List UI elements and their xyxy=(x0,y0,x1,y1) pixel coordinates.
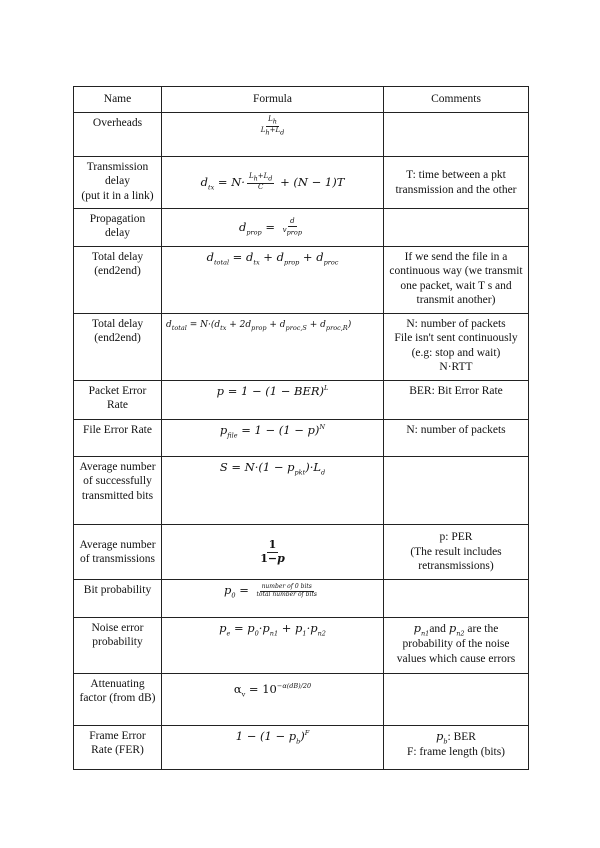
total-delay-nrtt-formula: $d_{total} = N\cdot(d_{tx} + 2d_{prop} + d_{proc,S} + d_{proc,R})$ xyxy=(166,320,352,332)
formula-cell xyxy=(162,209,384,247)
transmission-delay-formula: $d_{tx} = N\cdot$ $\frac{L_h+L_d}{C}$ + (N − 1)T xyxy=(200,172,345,191)
noise-error-formula: $p_e = p_0\cdot p_{n1} + p_1\cdot p_{n2}$ xyxy=(219,621,326,638)
comments-cell: $p_b$: BER F: frame length (bits) xyxy=(384,726,529,770)
comments-cell: T: time between a pkt transmission and the other xyxy=(384,157,529,209)
fer-file-formula: $p_{file} = 1 - (1 - p)^N$ xyxy=(219,423,326,440)
row-name: Packet Error Rate xyxy=(74,381,162,420)
formula-cell xyxy=(162,618,384,674)
row-name: Average number of successfully transmitted bits xyxy=(74,457,162,525)
attenuating-factor-formula: $\alpha_v = 10^{-\alpha(dB)/20}$ xyxy=(233,682,312,699)
row-name: Average number of transmissions xyxy=(74,525,162,580)
row-name: Total delay (end2end) xyxy=(74,247,162,314)
bit-prob-denominator: total number of bits xyxy=(256,590,317,598)
comments-cell xyxy=(384,457,529,525)
formula-cell xyxy=(162,726,384,770)
formula-cell xyxy=(162,580,384,618)
table-row-noise-error-probability xyxy=(74,618,529,674)
comments-cell: BER: Bit Error Rate xyxy=(384,381,529,420)
table-row-overheads xyxy=(74,113,529,157)
row-name: Attenuating factor (from dB) xyxy=(74,674,162,726)
comments-cell xyxy=(384,674,529,726)
row-name: Noise error probability xyxy=(74,618,162,674)
propagation-delay-formula: $d_{prop}$ = $\frac{d}{v_{prop}}$ xyxy=(239,217,302,237)
table-row-bit-probability xyxy=(74,580,529,618)
total-delay-formula: $d_{total} = d_{tx} + d_{prop} + d_{proc}$ xyxy=(206,250,339,267)
row-name: Frame Error Rate (FER) xyxy=(74,726,162,770)
formula-cell xyxy=(162,247,384,314)
overheads-formula: $\frac{L_h}{L_h+L_d}$ xyxy=(260,115,285,136)
formula-cell xyxy=(162,157,384,209)
header-name: Name xyxy=(74,87,162,113)
formula-cell xyxy=(162,420,384,457)
row-name: Overheads xyxy=(74,113,162,157)
table-row-avg-transmissions xyxy=(74,525,529,580)
table-row-packet-error-rate xyxy=(74,381,529,420)
table-row-transmission-delay xyxy=(74,157,529,209)
formula-cell xyxy=(162,525,384,580)
table-row-frame-error-rate xyxy=(74,726,529,770)
comments-cell: N: number of packets xyxy=(384,420,529,457)
avg-transmissions-formula: $\frac{1}{1-p}$ xyxy=(260,538,285,565)
table-row-total-delay-stop-wait xyxy=(74,314,529,381)
comments-cell: N: number of packets File isn't sent continuously (e.g: stop and wait) N·RTT xyxy=(384,314,529,381)
formula-cell xyxy=(162,113,384,157)
comments-cell xyxy=(384,113,529,157)
row-name: Transmission delay (put it in a link) xyxy=(74,157,162,209)
comments-cell: If we send the file in a continuous way (we transmit one packet, wait T s and transmit another) xyxy=(384,247,529,314)
header-row xyxy=(74,87,529,113)
comments-cell: p: PER (The result includes retransmissions) xyxy=(384,525,529,580)
row-name: File Error Rate xyxy=(74,420,162,457)
table-row-file-error-rate xyxy=(74,420,529,457)
row-name: Propagation delay xyxy=(74,209,162,247)
per-formula: p = 1 − (1 − BER)$^L$ xyxy=(216,384,329,398)
table-row-propagation-delay xyxy=(74,209,529,247)
comments-cell xyxy=(384,209,529,247)
comments-cell xyxy=(384,580,529,618)
table-row-attenuating-factor xyxy=(74,674,529,726)
header-formula: Formula xyxy=(162,87,384,113)
formula-cell xyxy=(162,457,384,525)
avg-bits-formula: $S = N\cdot(1 - p_{pkt})\cdot L_d$ xyxy=(219,460,326,477)
bit-probability-formula: $p_0$ = $\frac{\text{number of 0 bits}}{\text{total number of bits}}$ xyxy=(224,582,317,600)
table-row-avg-successful-bits xyxy=(74,457,529,525)
formula-table xyxy=(73,86,529,770)
row-name: Bit probability xyxy=(74,580,162,618)
comments-cell: $p_{n1}and$ $p_{n2}$ are the probability of the noise values which cause errors xyxy=(384,618,529,674)
row-name: Total delay (end2end) xyxy=(74,314,162,381)
formula-cell xyxy=(162,381,384,420)
table-row-total-delay-continuous xyxy=(74,247,529,314)
bit-prob-numerator: number of 0 bits xyxy=(261,582,312,590)
formula-cell xyxy=(162,674,384,726)
formula-cell xyxy=(162,314,384,381)
header-comments: Comments xyxy=(384,87,529,113)
fer-formula: $1 - (1 - p_b)^F$ xyxy=(235,729,310,746)
